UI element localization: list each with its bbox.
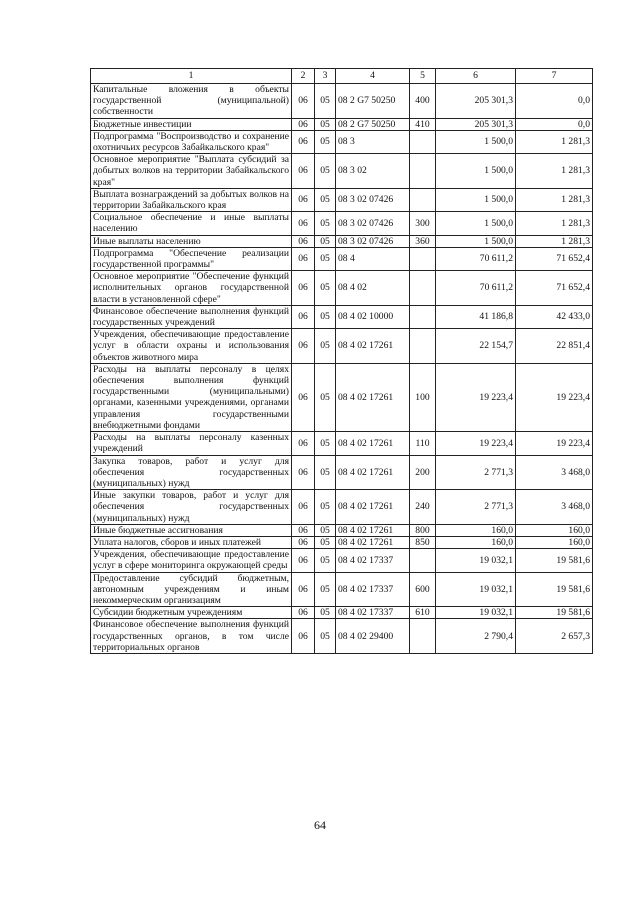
expense-name-cell: Иные бюджетные ассигнования (91, 524, 292, 536)
amount-col7-cell: 19 223,4 (516, 363, 593, 431)
section-code-cell: 06 (292, 235, 315, 247)
table-row (91, 490, 593, 525)
amount-col6-cell: 41 186,8 (436, 305, 516, 328)
expense-name-cell: Бюджетные инвестиции (91, 118, 292, 130)
table-row (91, 432, 593, 455)
expense-type-cell: 410 (410, 118, 436, 130)
table-row (91, 524, 593, 536)
column-header: 5 (410, 69, 436, 84)
amount-col7-cell: 42 433,0 (516, 305, 593, 328)
table-row (91, 305, 593, 328)
subsection-code-cell: 05 (315, 607, 336, 619)
column-header: 4 (336, 69, 410, 84)
subsection-code-cell: 05 (315, 235, 336, 247)
amount-col7-cell: 71 652,4 (516, 247, 593, 270)
column-header: 6 (436, 69, 516, 84)
target-article-cell: 08 2 G7 50250 (336, 118, 410, 130)
section-code-cell: 06 (292, 363, 315, 431)
table-row (91, 536, 593, 548)
table-row (91, 455, 593, 490)
target-article-cell: 08 3 02 07426 (336, 212, 410, 235)
amount-col7-cell: 1 281,3 (516, 235, 593, 247)
amount-col6-cell: 19 223,4 (436, 432, 516, 455)
subsection-code-cell: 05 (315, 247, 336, 270)
subsection-code-cell: 05 (315, 130, 336, 153)
section-code-cell: 06 (292, 130, 315, 153)
subsection-code-cell: 05 (315, 490, 336, 525)
expense-name-cell: Субсидии бюджетным учреждениям (91, 607, 292, 619)
target-article-cell: 08 4 02 29400 (336, 619, 410, 654)
expense-type-cell: 300 (410, 212, 436, 235)
expense-name-cell: Финансовое обеспечение выполнения функций государственных органов, в том числе территориальных органов (91, 619, 292, 654)
table-row (91, 188, 593, 211)
amount-col6-cell: 19 032,1 (436, 607, 516, 619)
expense-name-cell: Учреждения, обеспечивающие предоставление услуг в сфере мониторинга окружающей среды (91, 549, 292, 572)
expense-type-cell (410, 305, 436, 328)
column-header: 1 (91, 69, 292, 84)
table-row (91, 607, 593, 619)
subsection-code-cell: 05 (315, 455, 336, 490)
amount-col6-cell: 1 500,0 (436, 188, 516, 211)
amount-col7-cell: 0,0 (516, 84, 593, 119)
subsection-code-cell: 05 (315, 363, 336, 431)
amount-col7-cell: 22 851,4 (516, 329, 593, 364)
amount-col6-cell: 2 790,4 (436, 619, 516, 654)
subsection-code-cell: 05 (315, 619, 336, 654)
expense-name-cell: Финансовое обеспечение выполнения функций государственных учреждений (91, 305, 292, 328)
table-row (91, 363, 593, 431)
table-row (91, 154, 593, 189)
amount-col7-cell: 19 581,6 (516, 549, 593, 572)
amount-col6-cell: 2 771,3 (436, 455, 516, 490)
table-row (91, 572, 593, 607)
expense-name-cell: Учреждения, обеспечивающие предоставление услуг в области охраны и использования объектов животного мира (91, 329, 292, 364)
amount-col6-cell: 19 032,1 (436, 572, 516, 607)
section-code-cell: 06 (292, 84, 315, 119)
amount-col7-cell: 3 468,0 (516, 455, 593, 490)
expense-type-cell (410, 247, 436, 270)
table-row (91, 130, 593, 153)
amount-col7-cell: 2 657,3 (516, 619, 593, 654)
subsection-code-cell: 05 (315, 188, 336, 211)
target-article-cell: 08 2 G7 50250 (336, 84, 410, 119)
target-article-cell: 08 3 02 07426 (336, 188, 410, 211)
amount-col6-cell: 70 611,2 (436, 247, 516, 270)
amount-col7-cell: 160,0 (516, 536, 593, 548)
table-body (91, 84, 593, 654)
amount-col7-cell: 19 581,6 (516, 607, 593, 619)
section-code-cell: 06 (292, 536, 315, 548)
table-row (91, 84, 593, 119)
amount-col7-cell: 1 281,3 (516, 212, 593, 235)
amount-col6-cell: 19 032,1 (436, 549, 516, 572)
amount-col6-cell: 19 223,4 (436, 363, 516, 431)
amount-col7-cell: 1 281,3 (516, 130, 593, 153)
amount-col7-cell: 1 281,3 (516, 154, 593, 189)
target-article-cell: 08 4 02 17261 (336, 536, 410, 548)
target-article-cell: 08 3 02 (336, 154, 410, 189)
amount-col6-cell: 205 301,3 (436, 118, 516, 130)
amount-col7-cell: 3 468,0 (516, 490, 593, 525)
expense-name-cell: Расходы на выплаты персоналу казенных учреждений (91, 432, 292, 455)
target-article-cell: 08 3 02 07426 (336, 235, 410, 247)
expense-name-cell: Иные выплаты населению (91, 235, 292, 247)
target-article-cell: 08 4 02 17337 (336, 549, 410, 572)
amount-col6-cell: 70 611,2 (436, 271, 516, 306)
expense-name-cell: Основное мероприятие "Обеспечение функций исполнительных органов государственной власти в установленной сфере" (91, 271, 292, 306)
expense-type-cell (410, 271, 436, 306)
target-article-cell: 08 4 02 (336, 271, 410, 306)
expense-type-cell: 240 (410, 490, 436, 525)
target-article-cell: 08 4 02 10000 (336, 305, 410, 328)
amount-col7-cell: 19 581,6 (516, 572, 593, 607)
table-row (91, 247, 593, 270)
expense-type-cell: 400 (410, 84, 436, 119)
subsection-code-cell: 05 (315, 271, 336, 306)
section-code-cell: 06 (292, 271, 315, 306)
target-article-cell: 08 4 02 17337 (336, 607, 410, 619)
subsection-code-cell: 05 (315, 84, 336, 119)
table-row (91, 235, 593, 247)
target-article-cell: 08 4 02 17261 (336, 455, 410, 490)
column-header: 3 (315, 69, 336, 84)
expense-type-cell (410, 549, 436, 572)
expense-type-cell (410, 188, 436, 211)
section-code-cell: 06 (292, 188, 315, 211)
section-code-cell: 06 (292, 549, 315, 572)
expense-name-cell: Подпрограмма "Воспроизводство и сохранение охотничьих ресурсов Забайкальского края" (91, 130, 292, 153)
expense-name-cell: Уплата налогов, сборов и иных платежей (91, 536, 292, 548)
expense-name-cell: Выплата вознаграждений за добытых волков на территории Забайкальского края (91, 188, 292, 211)
amount-col6-cell: 1 500,0 (436, 212, 516, 235)
amount-col6-cell: 160,0 (436, 536, 516, 548)
table-row (91, 619, 593, 654)
amount-col6-cell: 1 500,0 (436, 235, 516, 247)
target-article-cell: 08 4 02 17261 (336, 432, 410, 455)
expense-type-cell: 110 (410, 432, 436, 455)
subsection-code-cell: 05 (315, 305, 336, 328)
subsection-code-cell: 05 (315, 118, 336, 130)
expense-type-cell (410, 154, 436, 189)
expense-type-cell (410, 130, 436, 153)
amount-col6-cell: 160,0 (436, 524, 516, 536)
expense-name-cell: Капитальные вложения в объекты государственной (муниципальной) собственности (91, 84, 292, 119)
header-row (91, 69, 593, 84)
section-code-cell: 06 (292, 118, 315, 130)
page-number: 64 (314, 818, 326, 832)
section-code-cell: 06 (292, 524, 315, 536)
amount-col7-cell: 19 223,4 (516, 432, 593, 455)
section-code-cell: 06 (292, 212, 315, 235)
section-code-cell: 06 (292, 247, 315, 270)
section-code-cell: 06 (292, 154, 315, 189)
target-article-cell: 08 4 02 17261 (336, 490, 410, 525)
amount-col7-cell: 160,0 (516, 524, 593, 536)
subsection-code-cell: 05 (315, 154, 336, 189)
expense-type-cell: 200 (410, 455, 436, 490)
section-code-cell: 06 (292, 305, 315, 328)
expense-name-cell: Иные закупки товаров, работ и услуг для обеспечения государственных (муниципальных) нужд (91, 490, 292, 525)
expense-name-cell: Закупка товаров, работ и услуг для обеспечения государственных (муниципальных) нужд (91, 455, 292, 490)
column-header: 7 (516, 69, 593, 84)
subsection-code-cell: 05 (315, 572, 336, 607)
table-row (91, 549, 593, 572)
subsection-code-cell: 05 (315, 212, 336, 235)
target-article-cell: 08 4 (336, 247, 410, 270)
expense-name-cell: Расходы на выплаты персоналу в целях обеспечения выполнения функций государственными (муниципальными) органами, казенными учреждениями, органами управления государственными внебюджетными фондами (91, 363, 292, 431)
expense-type-cell: 800 (410, 524, 436, 536)
amount-col6-cell: 1 500,0 (436, 154, 516, 189)
section-code-cell: 06 (292, 455, 315, 490)
expense-name-cell: Социальное обеспечение и иные выплаты населению (91, 212, 292, 235)
subsection-code-cell: 05 (315, 549, 336, 572)
column-header: 2 (292, 69, 315, 84)
target-article-cell: 08 4 02 17261 (336, 524, 410, 536)
budget-table (90, 68, 593, 654)
section-code-cell: 06 (292, 572, 315, 607)
expense-type-cell (410, 329, 436, 364)
expense-type-cell: 600 (410, 572, 436, 607)
amount-col6-cell: 22 154,7 (436, 329, 516, 364)
expense-type-cell: 100 (410, 363, 436, 431)
target-article-cell: 08 3 (336, 130, 410, 153)
table-row (91, 118, 593, 130)
table-row (91, 212, 593, 235)
target-article-cell: 08 4 02 17261 (336, 363, 410, 431)
target-article-cell: 08 4 02 17261 (336, 329, 410, 364)
amount-col6-cell: 205 301,3 (436, 84, 516, 119)
amount-col6-cell: 2 771,3 (436, 490, 516, 525)
subsection-code-cell: 05 (315, 432, 336, 455)
expense-type-cell (410, 619, 436, 654)
expense-name-cell: Предоставление субсидий бюджетным, автономным учреждениям и иным некоммерческим организациям (91, 572, 292, 607)
expense-type-cell: 360 (410, 235, 436, 247)
subsection-code-cell: 05 (315, 329, 336, 364)
table-row (91, 271, 593, 306)
section-code-cell: 06 (292, 490, 315, 525)
amount-col6-cell: 1 500,0 (436, 130, 516, 153)
target-article-cell: 08 4 02 17337 (336, 572, 410, 607)
expense-name-cell: Подпрограмма "Обеспечение реализации государственной программы" (91, 247, 292, 270)
amount-col7-cell: 1 281,3 (516, 188, 593, 211)
subsection-code-cell: 05 (315, 536, 336, 548)
expense-type-cell: 610 (410, 607, 436, 619)
amount-col7-cell: 71 652,4 (516, 271, 593, 306)
section-code-cell: 06 (292, 432, 315, 455)
expense-type-cell: 850 (410, 536, 436, 548)
subsection-code-cell: 05 (315, 524, 336, 536)
section-code-cell: 06 (292, 607, 315, 619)
amount-col7-cell: 0,0 (516, 118, 593, 130)
section-code-cell: 06 (292, 619, 315, 654)
expense-name-cell: Основное мероприятие "Выплата субсидий за добытых волков на территории Забайкальского края" (91, 154, 292, 189)
section-code-cell: 06 (292, 329, 315, 364)
table-row (91, 329, 593, 364)
